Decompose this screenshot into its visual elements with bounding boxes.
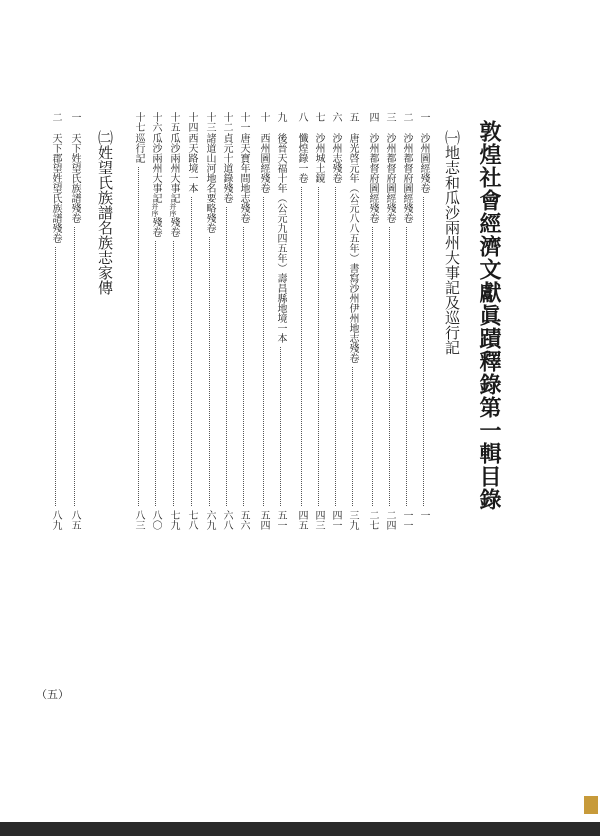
entry-page-number: 六九 — [204, 510, 215, 530]
entry-number: 十二 — [221, 112, 232, 132]
entry-number: 三 — [384, 112, 395, 122]
entry-title: 沙州志殘卷 — [330, 133, 341, 183]
entry-page-number: 四三 — [313, 510, 324, 530]
entry-page-number: 四一 — [330, 510, 341, 530]
entry-note: 并序 — [169, 203, 177, 217]
page-title: 敦煌社會經濟文獻眞蹟釋錄第一輯目錄 — [476, 120, 502, 511]
entry-number: 十七 — [133, 112, 144, 132]
entry-page-number: 一一 — [401, 510, 412, 530]
entry-leader-dots — [372, 227, 373, 506]
entry-number: 五 — [347, 112, 358, 122]
entry-number: 十三 — [204, 112, 215, 132]
entry-page-number: 五四 — [258, 510, 269, 530]
entry-title: 諸道山河地名要略殘卷 — [204, 133, 215, 233]
entry-page-number: 七八 — [186, 510, 197, 530]
entry-number: 四 — [367, 112, 378, 122]
entry-page-number: 七九 — [168, 510, 179, 530]
entry-leader-dots — [423, 197, 424, 506]
entry-page-number: 五六 — [238, 510, 249, 530]
entry-leader-dots — [209, 237, 210, 506]
entry-number: 十六 — [150, 112, 161, 132]
entry-leader-dots — [55, 247, 56, 506]
entry-title: 沙州都督府圖經殘卷 — [401, 133, 412, 223]
entry-title: 瓜沙兩州大事記并序殘卷 — [150, 133, 161, 237]
entry-page-number: 三九 — [347, 510, 358, 530]
entry-number: 七 — [313, 112, 324, 122]
entry-page-number: 一 — [418, 510, 429, 520]
entry-leader-dots — [138, 167, 139, 506]
entry-title: 天下姓望氏族譜殘卷 — [69, 133, 80, 223]
entry-leader-dots — [280, 347, 281, 506]
entry-title-suffix: 殘卷 — [150, 217, 161, 237]
entry-number: 十五 — [168, 112, 179, 132]
entry-title: 沙州都督府圖經殘卷 — [384, 133, 395, 223]
entry-number: 十 — [258, 112, 269, 122]
entry-number: 十四 — [186, 112, 197, 132]
entry-leader-dots — [243, 227, 244, 506]
entry-number: 一 — [69, 112, 80, 122]
entry-leader-dots — [301, 187, 302, 506]
entry-title: 西州圖經殘卷 — [258, 133, 269, 193]
entry-title: 沙州圖經殘卷 — [418, 133, 429, 193]
entry-title: 巡行記 — [133, 133, 144, 163]
entry-leader-dots — [263, 197, 264, 506]
entry-leader-dots — [318, 187, 319, 506]
entry-note: 并序 — [151, 203, 159, 217]
entry-page-number: 六八 — [221, 510, 232, 530]
entry-leader-dots — [191, 197, 192, 506]
entry-leader-dots — [352, 367, 353, 506]
entry-title: 瓜沙兩州大事記并序殘卷 — [168, 133, 179, 237]
entry-title: 西天路境一本 — [186, 133, 197, 193]
scan-corner-tab — [584, 796, 598, 814]
entry-page-number: 二四 — [384, 510, 395, 530]
entry-title: 沙州都督府圖經殘卷 — [367, 133, 378, 223]
entry-number: 一 — [418, 112, 429, 122]
folio-number: （五） — [36, 688, 69, 701]
entry-leader-dots — [226, 207, 227, 506]
entry-number: 二 — [401, 112, 412, 122]
entry-title-suffix: 殘卷 — [168, 217, 179, 237]
entry-leader-dots — [74, 227, 75, 506]
entry-number: 十一 — [238, 112, 249, 132]
entry-page-number: 五一 — [275, 510, 286, 530]
entry-page-number: 八三 — [133, 510, 144, 530]
section-heading-1: ㈠地志和瓜沙兩州大事記及巡行記 — [443, 130, 461, 355]
entry-number: 二 — [50, 112, 61, 122]
entry-title: 沙州城土鏡 — [313, 133, 324, 183]
entry-leader-dots — [155, 241, 156, 506]
entry-title: 天下郡望姓望氏族譜殘卷 — [50, 133, 61, 243]
entry-number: 九 — [275, 112, 286, 122]
entry-title: 唐光啓元年（公元八八五年）書寫沙州伊州地志殘卷 — [347, 133, 358, 363]
entry-page-number: 八〇 — [150, 510, 161, 530]
entry-leader-dots — [335, 187, 336, 506]
entry-number: 六 — [330, 112, 341, 122]
entry-title: 貞元十道錄殘卷 — [221, 133, 232, 203]
scan-bottom-edge — [0, 822, 600, 836]
section-heading-2: ㈡姓望氏族譜名族志家傳 — [96, 130, 114, 295]
entry-title: 唐天寶年間地志殘卷 — [238, 133, 249, 223]
entry-leader-dots — [389, 227, 390, 506]
entry-page-number: 八五 — [69, 510, 80, 530]
entry-title: 後晉天福十年（公元九四五年）壽昌縣地境一本 — [275, 133, 286, 343]
entry-leader-dots — [173, 241, 174, 506]
entry-page-number: 四五 — [296, 510, 307, 530]
entry-leader-dots — [406, 227, 407, 506]
entry-title: 懺煌錄一卷 — [296, 133, 307, 183]
entry-page-number: 二七 — [367, 510, 378, 530]
entry-number: 八 — [296, 112, 307, 122]
entry-page-number: 八九 — [50, 510, 61, 530]
